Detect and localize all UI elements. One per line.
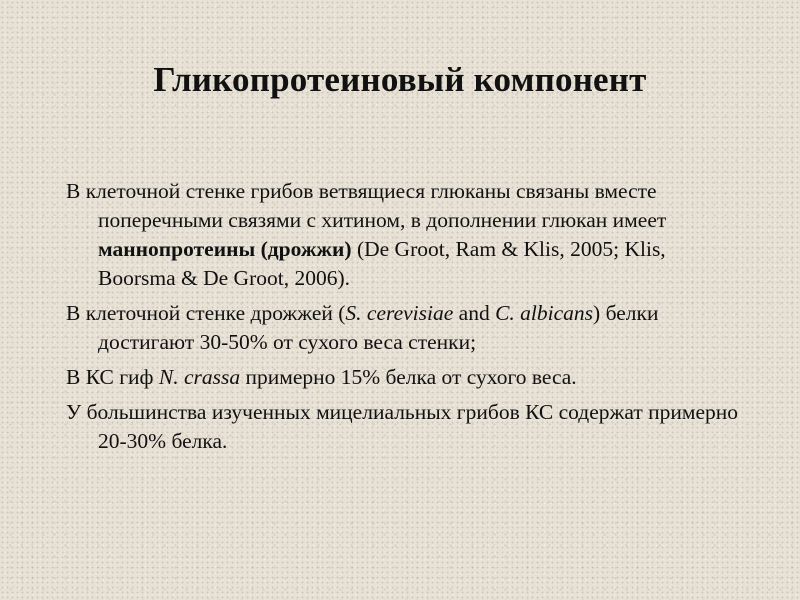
citation-text: (De Groot, Ram & Klis, 2005; Klis, Boorsma & De Groot, 2006). — [98, 237, 666, 290]
paragraph-neurospora-text-start: В КС гиф — [66, 365, 159, 389]
slide-body — [66, 177, 746, 462]
paragraph-yeast-proteins — [66, 299, 746, 357]
species-c-albicans: C. albicans — [495, 301, 594, 325]
slide-title: Гликопротеиновый компонент — [153, 60, 647, 99]
paragraph-neurospora — [66, 363, 746, 392]
conjunction-text: and — [453, 301, 496, 325]
mannoproteins-emphasis: маннопротеины (дрожжи) — [98, 237, 352, 261]
paragraph-yeast-text-start: В клеточной стенке дрожжей ( — [66, 301, 346, 325]
species-n-crassa: N. crassa — [158, 365, 241, 389]
paragraph-mycelial-fungi: У большинства изученных мицелиальных грибов КС содержат примерно 20-30% белка. — [66, 400, 739, 453]
paragraph-yeast-text-end: ) белки достигают 30-50% от сухого веса стенки; — [98, 301, 659, 354]
paragraph-glucans — [66, 177, 746, 293]
species-s-cerevisiae: S. cerevisiae — [345, 301, 454, 325]
paragraph-glucans-text: В клеточной стенке грибов ветвящиеся глюканы связаны вместе поперечными связями с хитином, в дополнении глюкан имеет — [66, 179, 667, 232]
paragraph-neurospora-text-end: примерно 15% белка от сухого веса. — [240, 365, 577, 389]
